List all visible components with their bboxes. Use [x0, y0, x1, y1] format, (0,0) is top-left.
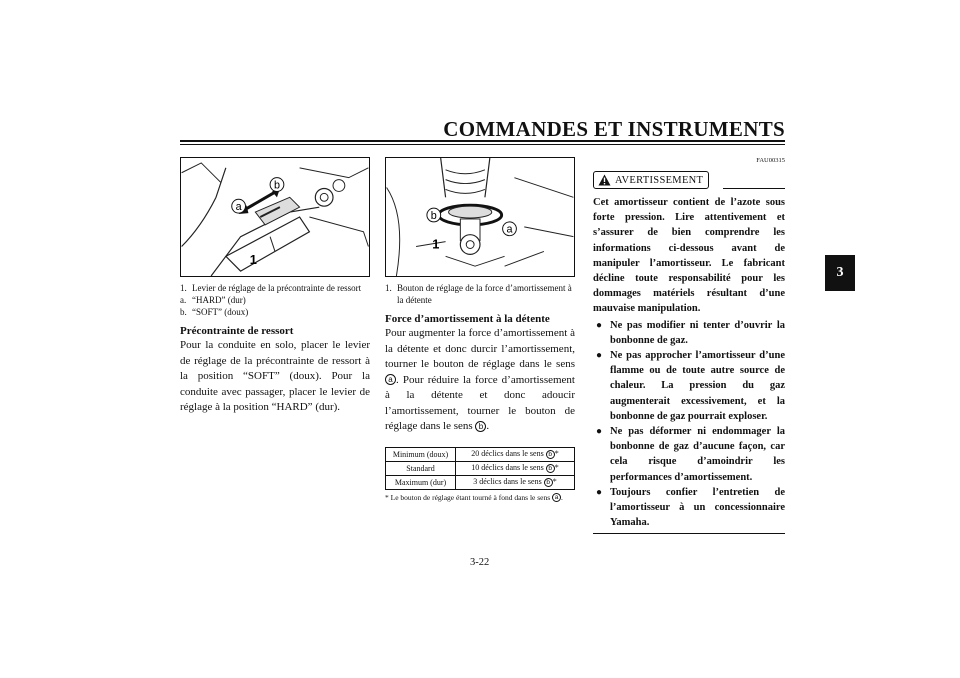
header-rule-thin	[180, 144, 785, 145]
column-right	[593, 157, 785, 534]
bullet-icon: ●	[596, 426, 603, 438]
caption-item: 1. Levier de réglage de la précontrainte de ressort	[180, 283, 362, 293]
list-item: ● Ne pas approcher l’amortisseur d’une flamme ou de toute autre source de chaleur. La pression du gaz augmenterait excessivement, et la bonbonne de gaz pourrait exploser.	[593, 348, 785, 424]
warning-header-rule	[723, 188, 785, 189]
direction-a-mark: a	[385, 374, 396, 385]
bullet-icon: ●	[596, 486, 603, 498]
bullet-icon: ●	[596, 319, 603, 331]
figure-spring-preload-lever	[180, 157, 370, 277]
caption-item: 1. Bouton de réglage de la force d’amortissement à la détente	[385, 283, 572, 305]
figure-rebound-damping-knob	[385, 157, 575, 277]
list-item: ● Toujours confier l’entretien de l’amortisseur à un concessionnaire Yamaha.	[593, 485, 785, 531]
setting-value: 3 déclics dans le sens b *	[456, 475, 575, 489]
setting-label: Maximum (dur)	[386, 475, 456, 489]
caption-item: b. “SOFT” (doux)	[180, 307, 249, 317]
damping-settings-table	[385, 447, 575, 490]
warning-end-rule	[593, 533, 785, 534]
figure2-label-a: a	[506, 223, 513, 236]
figure2-caption	[385, 282, 575, 306]
list-item: ● Ne pas modifier ni tenter d’ouvrir la bonbonne de gaz.	[593, 318, 785, 348]
spring-preload-illustration	[181, 158, 369, 276]
table-row	[386, 461, 575, 475]
chapter-tab: 3	[825, 255, 855, 291]
warning-badge	[593, 171, 709, 189]
figure1-label-a: a	[235, 201, 242, 214]
warning-intro: Cet amortisseur contient de l’azote sous forte pression. Lire attentivement et s’assurer de bien comprendre les informations ci-dessous avant de manipuler l’amortisseur. Le fabricant décline toute responsabilité pour les dommages matériels résultant d’une mauvaise manipulation.	[593, 197, 785, 315]
caption-item: a. “HARD” (dur)	[180, 295, 246, 305]
setting-label: Minimum (doux)	[386, 447, 456, 461]
figure1-label-1: 1	[249, 252, 257, 268]
warning-triangle-icon	[598, 174, 611, 186]
table-row	[386, 447, 575, 461]
bullet-icon: ●	[596, 350, 603, 362]
setting-value: 10 déclics dans le sens b *	[456, 461, 575, 475]
list-item: ● Ne pas déformer ni endommager la bonbonne de gaz d’aucune façon, car cela risque d’amoindrir les performances d’amortissement.	[593, 424, 785, 485]
section-title-spring-preload: Précontrainte de ressort	[180, 325, 294, 337]
warning-list	[593, 318, 785, 531]
table-row	[386, 475, 575, 489]
table-footnote: * Le bouton de réglage étant tourné à fond dans le sens a .	[385, 492, 563, 502]
figure1-label-b: b	[273, 179, 280, 192]
warning-label: AVERTISSEMENT	[615, 174, 704, 186]
section-title-rebound-damping: Force d’amortissement à la détente	[385, 313, 550, 325]
section-body-rebound-damping: Pour augmenter la force d’amortissement à la détente et donc durcir l’amortissement, tourner le bouton de réglage dans le sens a . Pour réduire la force d’amortissement à la détente et donc adoucir l’amortissement, tourner le bouton de réglage dans le sens b .	[385, 327, 575, 432]
page-number: 3-22	[470, 557, 490, 568]
column-left	[180, 157, 370, 416]
figure2-label-1: 1	[432, 236, 440, 252]
setting-value: 20 déclics dans le sens b *	[456, 447, 575, 461]
section-body-spring-preload: Pour la conduite en solo, placer le levier de réglage de la précontrainte de ressort à la position “SOFT” (doux). Pour la conduite avec passager, placer le levier de réglage à la position “HARD” (dur).	[180, 339, 370, 413]
column-middle	[385, 157, 575, 502]
figure1-caption	[180, 282, 370, 318]
figure2-label-b: b	[430, 209, 437, 222]
rebound-damping-illustration	[386, 158, 574, 276]
direction-b-mark: b	[475, 421, 486, 432]
setting-label: Standard	[386, 461, 456, 475]
reference-code: FAU00315	[756, 157, 785, 164]
page-header-title: COMMANDES ET INSTRUMENTS	[443, 117, 785, 141]
header-rule	[180, 140, 785, 142]
warning-header	[593, 171, 785, 189]
